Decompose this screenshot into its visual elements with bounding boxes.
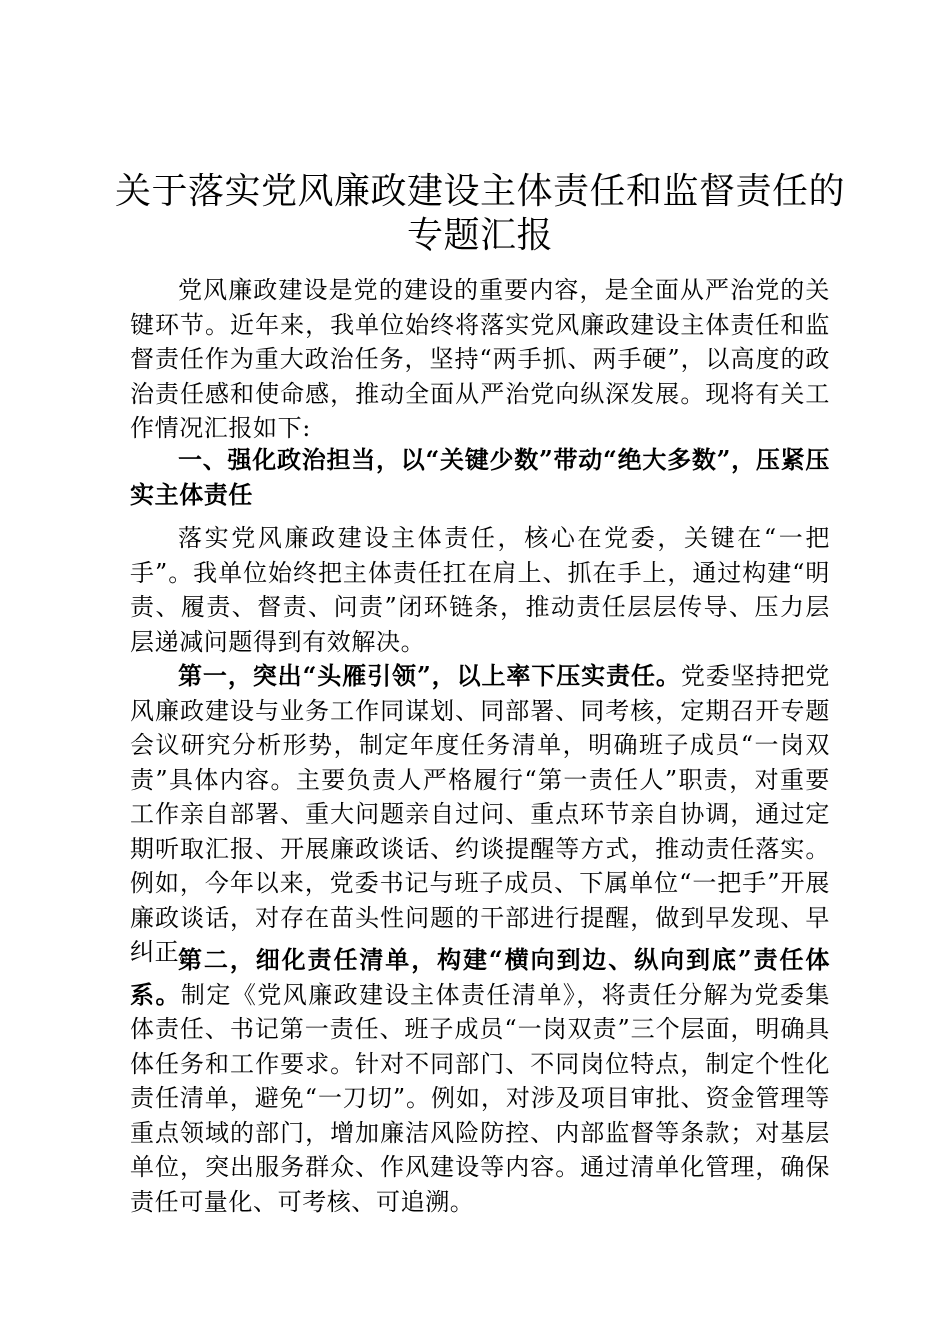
section-1-intro-paragraph: 落实党风廉政建设主体责任，核心在党委，关键在“一把手”。我单位始终把主体责任扛在肩上、抓在手上，通过构建“明责、履责、督责、问责”闭环链条，推动责任层层传导、压力层层递减问题得到有效解决。: [130, 524, 830, 656]
point-2-paragraph: [130, 943, 830, 1219]
title-line-1: 关于落实党风廉政建设主体责任和监督责任的: [114, 171, 845, 212]
point-2-lead: 第二，细化责任清单，构建“横向到边、纵向到底”责任体系。: [130, 945, 830, 1009]
point-1-paragraph: [130, 659, 830, 970]
point-1-lead: 第一，突出“头雁引领”，以上率下压实责任。: [178, 661, 681, 690]
section-1-heading: 一、强化政治担当，以“关键少数”带动“绝大多数”，压紧压实主体责任: [130, 445, 830, 509]
title-line-2: 专题汇报: [406, 215, 553, 256]
page-title: [110, 170, 850, 258]
point-1-text: 党委坚持把党风廉政建设与业务工作同谋划、同部署、同考核，定期召开专题会议研究分析形势，制定年度任务清单，明确班子成员“一岗双责”具体内容。主要负责人严格履行“第一责任人”职责，对重要工作亲自部署、重大问题亲自过问、重点环节亲自协调，通过定期听取汇报、开展廉政谈话、约谈提醒等方式，推动责任落实。例如，今年以来，党委书记与班子成员、下属单位“一把手”开展廉政谈话，对存在苗头性问题的干部进行提醒，做到早发现、早纠正。: [130, 662, 830, 966]
point-2-text: 制定《党风廉政建设主体责任清单》，将责任分解为党委集体责任、书记第一责任、班子成员“一岗双责”三个层面，明确具体任务和工作要求。针对不同部门、不同岗位特点，制定个性化责任清单，避免“一刀切”。例如，对涉及项目审批、资金管理等重点领域的部门，增加廉洁风险防控、内部监督等条款；对基层单位，突出服务群众、作风建设等内容。通过清单化管理，确保责任可量化、可考核、可追溯。: [130, 980, 830, 1216]
intro-paragraph: 党风廉政建设是党的建设的重要内容，是全面从严治党的关键环节。近年来，我单位始终将落实党风廉政建设主体责任和监督责任作为重大政治任务，坚持“两手抓、两手硬”，以高度的政治责任感和使命感，推动全面从严治党向纵深发展。现将有关工作情况汇报如下:: [130, 276, 830, 442]
